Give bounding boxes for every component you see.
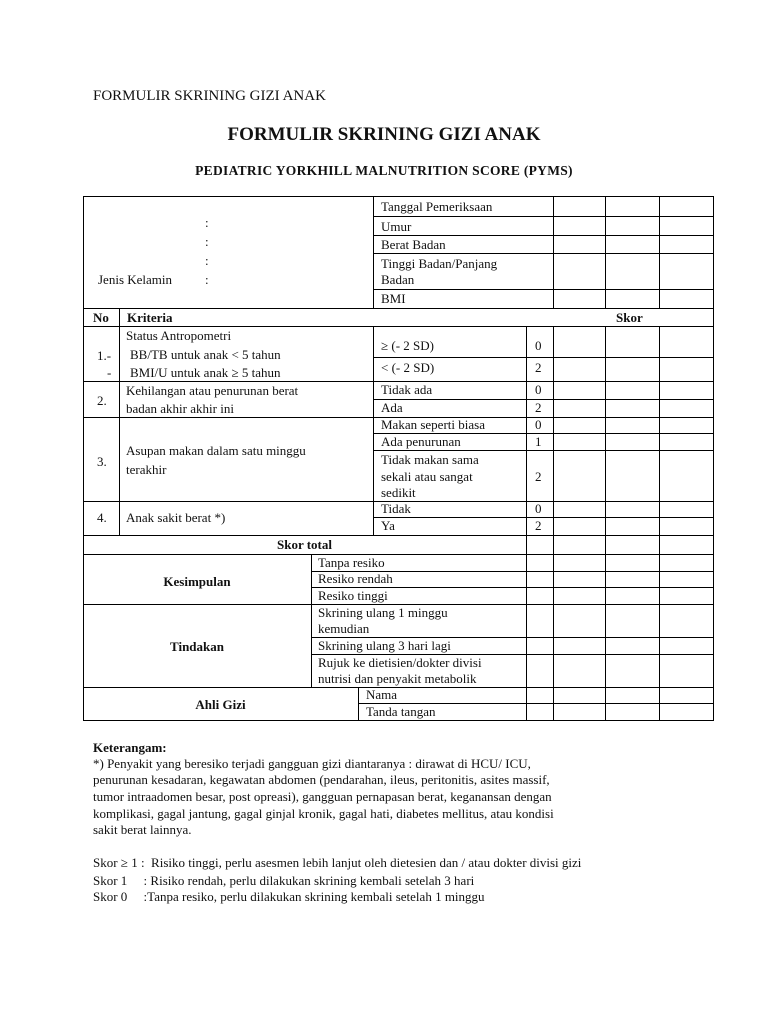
- field-label: BMI: [381, 291, 406, 306]
- tindakan-option: nutrisi dan penyakit metabolik: [318, 671, 477, 686]
- notes-line: komplikasi, gagal jantung, gagal ginjal kronik, gagal hati, diabetes mellitus, atau kondisi: [93, 806, 554, 821]
- criterion-number: 4.: [97, 510, 107, 525]
- criterion-number: 2.: [97, 393, 107, 408]
- criterion-number: 3.: [97, 454, 107, 469]
- field-label: Umur: [381, 219, 412, 234]
- option-label: Ada penurunan: [381, 434, 461, 449]
- ahli-gizi-option: Nama: [366, 687, 398, 702]
- notes-heading: Keterangam:: [93, 740, 167, 755]
- notes-line: *) Penyakit yang beresiko terjadi gangguan gizi diantaranya : dirawat di HCU/ ICU,: [93, 756, 531, 771]
- criterion-text: terakhir: [126, 462, 167, 477]
- option-score: 2: [535, 360, 542, 375]
- field-label: Tinggi Badan/Panjang: [381, 256, 498, 271]
- header-kriteria: Kriteria: [127, 310, 173, 325]
- option-label: Makan seperti biasa: [381, 417, 485, 432]
- gender-label: Jenis Kelamin: [98, 272, 173, 287]
- notes-line: penurunan kesadaran, kegawatan abdomen (pendarahan, ileus, peritonitis, asites massif,: [93, 772, 550, 787]
- option-score: 0: [535, 501, 542, 516]
- page-title: FORMULIR SKRINING GIZI ANAK: [227, 124, 541, 145]
- criterion-text: Anak sakit berat *): [126, 510, 226, 525]
- kesimpulan-option: Resiko tinggi: [318, 588, 388, 603]
- colon: :: [205, 272, 209, 287]
- header-skor: Skor: [616, 310, 643, 325]
- kesimpulan-option: Tanpa resiko: [318, 555, 385, 570]
- colon: :: [205, 234, 209, 249]
- criterion-text: Kehilangan atau penurunan berat: [126, 383, 299, 398]
- tindakan-option: kemudian: [318, 621, 370, 636]
- tindakan-option: Rujuk ke dietisien/dokter divisi: [318, 655, 482, 670]
- option-score: 2: [535, 518, 542, 533]
- criterion-text: Asupan makan dalam satu minggu: [126, 443, 306, 458]
- criterion-text: BMI/U untuk anak ≥ 5 tahun: [130, 365, 281, 380]
- option-label: Ada: [381, 400, 403, 415]
- top-label: FORMULIR SKRINING GIZI ANAK: [93, 88, 326, 104]
- colon: :: [205, 215, 209, 230]
- option-score: 0: [535, 382, 542, 397]
- criterion-number: 1.-: [97, 348, 112, 363]
- criterion-text: BB/TB untuk anak < 5 tahun: [130, 347, 281, 362]
- notes-line: tumor intraadomen besar, post opreasi), gangguan pernapasan berat, keganansan dengan: [93, 789, 552, 804]
- skor-total-label: Skor total: [276, 537, 332, 552]
- notes-line: sakit berat lainnya.: [93, 822, 192, 837]
- field-label: Berat Badan: [381, 237, 446, 252]
- tindakan-option: Skrining ulang 3 hari lagi: [318, 638, 451, 653]
- option-score: 2: [535, 469, 542, 484]
- kesimpulan-label: Kesimpulan: [163, 574, 231, 589]
- kesimpulan-option: Resiko rendah: [318, 571, 393, 586]
- option-label: < (- 2 SD): [381, 360, 435, 375]
- option-score: 0: [535, 417, 542, 432]
- criterion-text: badan akhir akhir ini: [126, 401, 234, 416]
- option-score: 0: [535, 338, 542, 353]
- option-label: Ya: [381, 518, 395, 533]
- criterion-number: -: [107, 365, 112, 380]
- field-label: Badan: [381, 272, 415, 287]
- criterion-text: Status Antropometri: [126, 328, 232, 343]
- field-label: Tanggal Pemeriksaan: [381, 199, 493, 214]
- colon: :: [205, 253, 209, 268]
- option-label: ≥ (- 2 SD): [381, 338, 434, 353]
- tindakan-label: Tindakan: [170, 639, 224, 654]
- score-note: Skor 0 :Tanpa resiko, perlu dilakukan skrining kembali setelah 1 minggu: [93, 889, 485, 904]
- option-label: Tidak: [381, 501, 411, 516]
- option-label: sedikit: [381, 485, 416, 500]
- ahli-gizi-label: Ahli Gizi: [195, 697, 246, 712]
- option-score: 2: [535, 400, 542, 415]
- score-note: Skor ≥ 1 : Risiko tinggi, perlu asesmen lebih lanjut oleh dietesien dan / atau dokter divisi gizi: [93, 855, 582, 870]
- score-note: Skor 1 : Risiko rendah, perlu dilakukan skrining kembali setelah 3 hari: [93, 873, 475, 888]
- tindakan-option: Skrining ulang 1 minggu: [318, 605, 448, 620]
- header-no: No: [93, 310, 109, 325]
- option-label: Tidak makan sama: [381, 452, 479, 467]
- page-subtitle: PEDIATRIC YORKHILL MALNUTRITION SCORE (PYMS): [195, 163, 573, 178]
- option-label: sekali atau sangat: [381, 469, 473, 484]
- ahli-gizi-option: Tanda tangan: [366, 704, 436, 719]
- option-score: 1: [535, 434, 542, 449]
- option-label: Tidak ada: [381, 382, 433, 397]
